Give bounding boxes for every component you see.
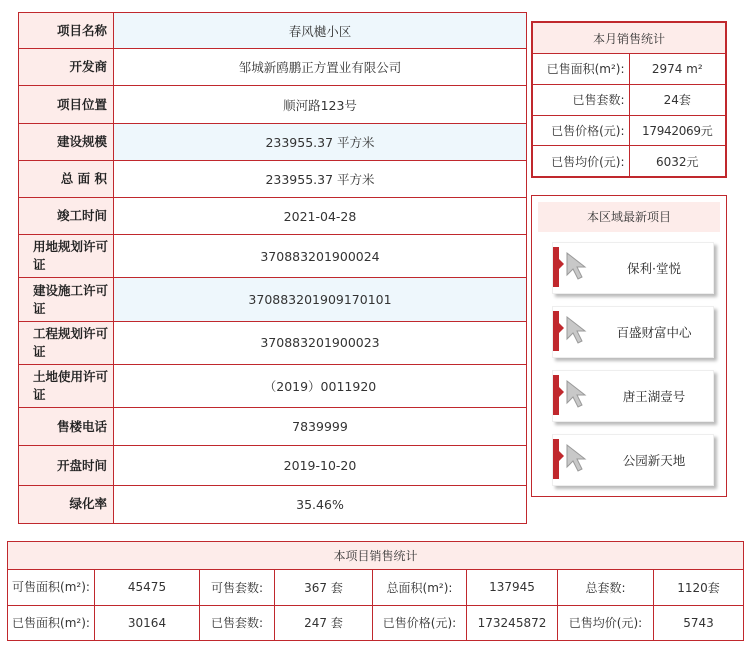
row-green-rate: [19, 485, 527, 523]
monthly-label-units: 已售套数:: [533, 84, 630, 115]
project-card: [552, 434, 714, 486]
monthly-row-avg: [533, 146, 726, 177]
row-location: [19, 86, 527, 123]
row-build-scale: [19, 123, 527, 160]
label-available-area: 可售面积(m²):: [8, 570, 95, 606]
value-available-area: 45475: [95, 570, 200, 606]
value-sold-area: 30164: [95, 605, 200, 641]
value-sold-units: 247 套: [275, 605, 373, 641]
label-developer: 开发商: [19, 49, 114, 86]
arrow-right-icon: [559, 387, 564, 397]
cursor-pointer-icon: [565, 379, 591, 409]
latest-project-name[interactable]: 唐王湖壹号: [622, 389, 686, 404]
label-total-area-stat: 总面积(m²):: [373, 570, 467, 606]
cursor-pointer-icon: [565, 443, 591, 473]
value-available-units: 367 套: [275, 570, 373, 606]
arrow-right-icon: [559, 451, 564, 461]
row-completion: [19, 198, 527, 235]
label-green-rate: 绿化率: [19, 485, 114, 523]
row-total-area: [19, 160, 527, 197]
cursor-pointer-icon: [565, 315, 591, 345]
latest-project-item[interactable]: [548, 370, 718, 426]
cursor-pointer-icon: [565, 251, 591, 281]
value-build-scale: 233955.37 平方米: [114, 123, 527, 160]
value-land-use-permit: （2019）0011920: [114, 364, 527, 407]
value-sold-price: 173245872: [467, 605, 558, 641]
value-location: 顺河路123号: [114, 86, 527, 123]
value-land-permit: 370883201900024: [114, 235, 527, 278]
project-sales-title: 本项目销售统计: [8, 542, 744, 570]
monthly-sales-title: 本月销售统计: [533, 23, 726, 54]
monthly-row-units: [533, 84, 726, 115]
label-available-units: 可售套数:: [200, 570, 275, 606]
label-total-area: 总 面 积: [19, 160, 114, 197]
value-construction-permit: 370883201909170101: [114, 278, 527, 321]
value-total-units: 1120套: [654, 570, 744, 606]
label-total-units: 总套数:: [558, 570, 654, 606]
value-total-area-stat: 137945: [467, 570, 558, 606]
value-sales-phone: 7839999: [114, 408, 527, 446]
label-land-use-permit: 土地使用许可证: [19, 364, 114, 407]
monthly-sales-box: [531, 21, 727, 178]
row-land-use-permit: [19, 364, 527, 407]
label-project-name: 项目名称: [19, 13, 114, 49]
label-engineering-permit: 工程规划许可证: [19, 321, 114, 364]
label-sales-phone: 售楼电话: [19, 408, 114, 446]
latest-project-item[interactable]: [548, 306, 718, 362]
project-sales-table: [7, 541, 744, 641]
monthly-value-units: 24套: [629, 84, 726, 115]
row-engineering-permit: [19, 321, 527, 364]
label-sold-area: 已售面积(m²):: [8, 605, 95, 641]
project-info-table: [18, 12, 527, 524]
value-sold-avg-price: 5743: [654, 605, 744, 641]
monthly-label-price: 已售价格(元):: [533, 115, 630, 146]
monthly-label-area: 已售面积(m²):: [533, 54, 630, 85]
project-card: [552, 306, 714, 358]
project-card: [552, 370, 714, 422]
project-sales-row-sold: [8, 605, 744, 641]
value-engineering-permit: 370883201900023: [114, 321, 527, 364]
latest-projects-title: 本区域最新项目: [538, 202, 720, 232]
label-opening-date: 开盘时间: [19, 446, 114, 485]
label-build-scale: 建设规模: [19, 123, 114, 160]
label-completion: 竣工时间: [19, 198, 114, 235]
value-total-area: 233955.37 平方米: [114, 160, 527, 197]
row-land-permit: [19, 235, 527, 278]
row-opening-date: [19, 446, 527, 485]
arrow-right-icon: [559, 323, 564, 333]
monthly-value-price: 17942069元: [629, 115, 726, 146]
value-developer: 邹城新鸥鹏正方置业有限公司: [114, 49, 527, 86]
latest-projects-box: [531, 195, 727, 497]
value-completion: 2021-04-28: [114, 198, 527, 235]
value-opening-date: 2019-10-20: [114, 446, 527, 485]
label-location: 项目位置: [19, 86, 114, 123]
monthly-row-area: [533, 54, 726, 85]
row-construction-permit: [19, 278, 527, 321]
latest-project-item[interactable]: [548, 242, 718, 298]
row-developer: [19, 49, 527, 86]
monthly-row-price: [533, 115, 726, 146]
label-land-permit: 用地规划许可证: [19, 235, 114, 278]
label-sold-units: 已售套数:: [200, 605, 275, 641]
monthly-value-area: 2974 m²: [629, 54, 726, 85]
arrow-right-icon: [559, 259, 564, 269]
project-sales-row-available: [8, 570, 744, 606]
latest-project-item[interactable]: [548, 434, 718, 490]
latest-project-name[interactable]: 保利·堂悦: [627, 261, 681, 276]
label-construction-permit: 建设施工许可证: [19, 278, 114, 321]
monthly-value-avg: 6032元: [629, 146, 726, 177]
label-sold-price: 已售价格(元):: [373, 605, 467, 641]
row-project-name: [19, 13, 527, 49]
monthly-label-avg: 已售均价(元):: [533, 146, 630, 177]
value-project-name: 春风樾小区: [114, 13, 527, 49]
project-card: [552, 242, 714, 294]
value-green-rate: 35.46%: [114, 485, 527, 523]
latest-project-name[interactable]: 公园新天地: [622, 453, 686, 468]
row-sales-phone: [19, 408, 527, 446]
label-sold-avg-price: 已售均价(元):: [558, 605, 654, 641]
latest-project-name[interactable]: 百盛财富中心: [616, 325, 692, 340]
